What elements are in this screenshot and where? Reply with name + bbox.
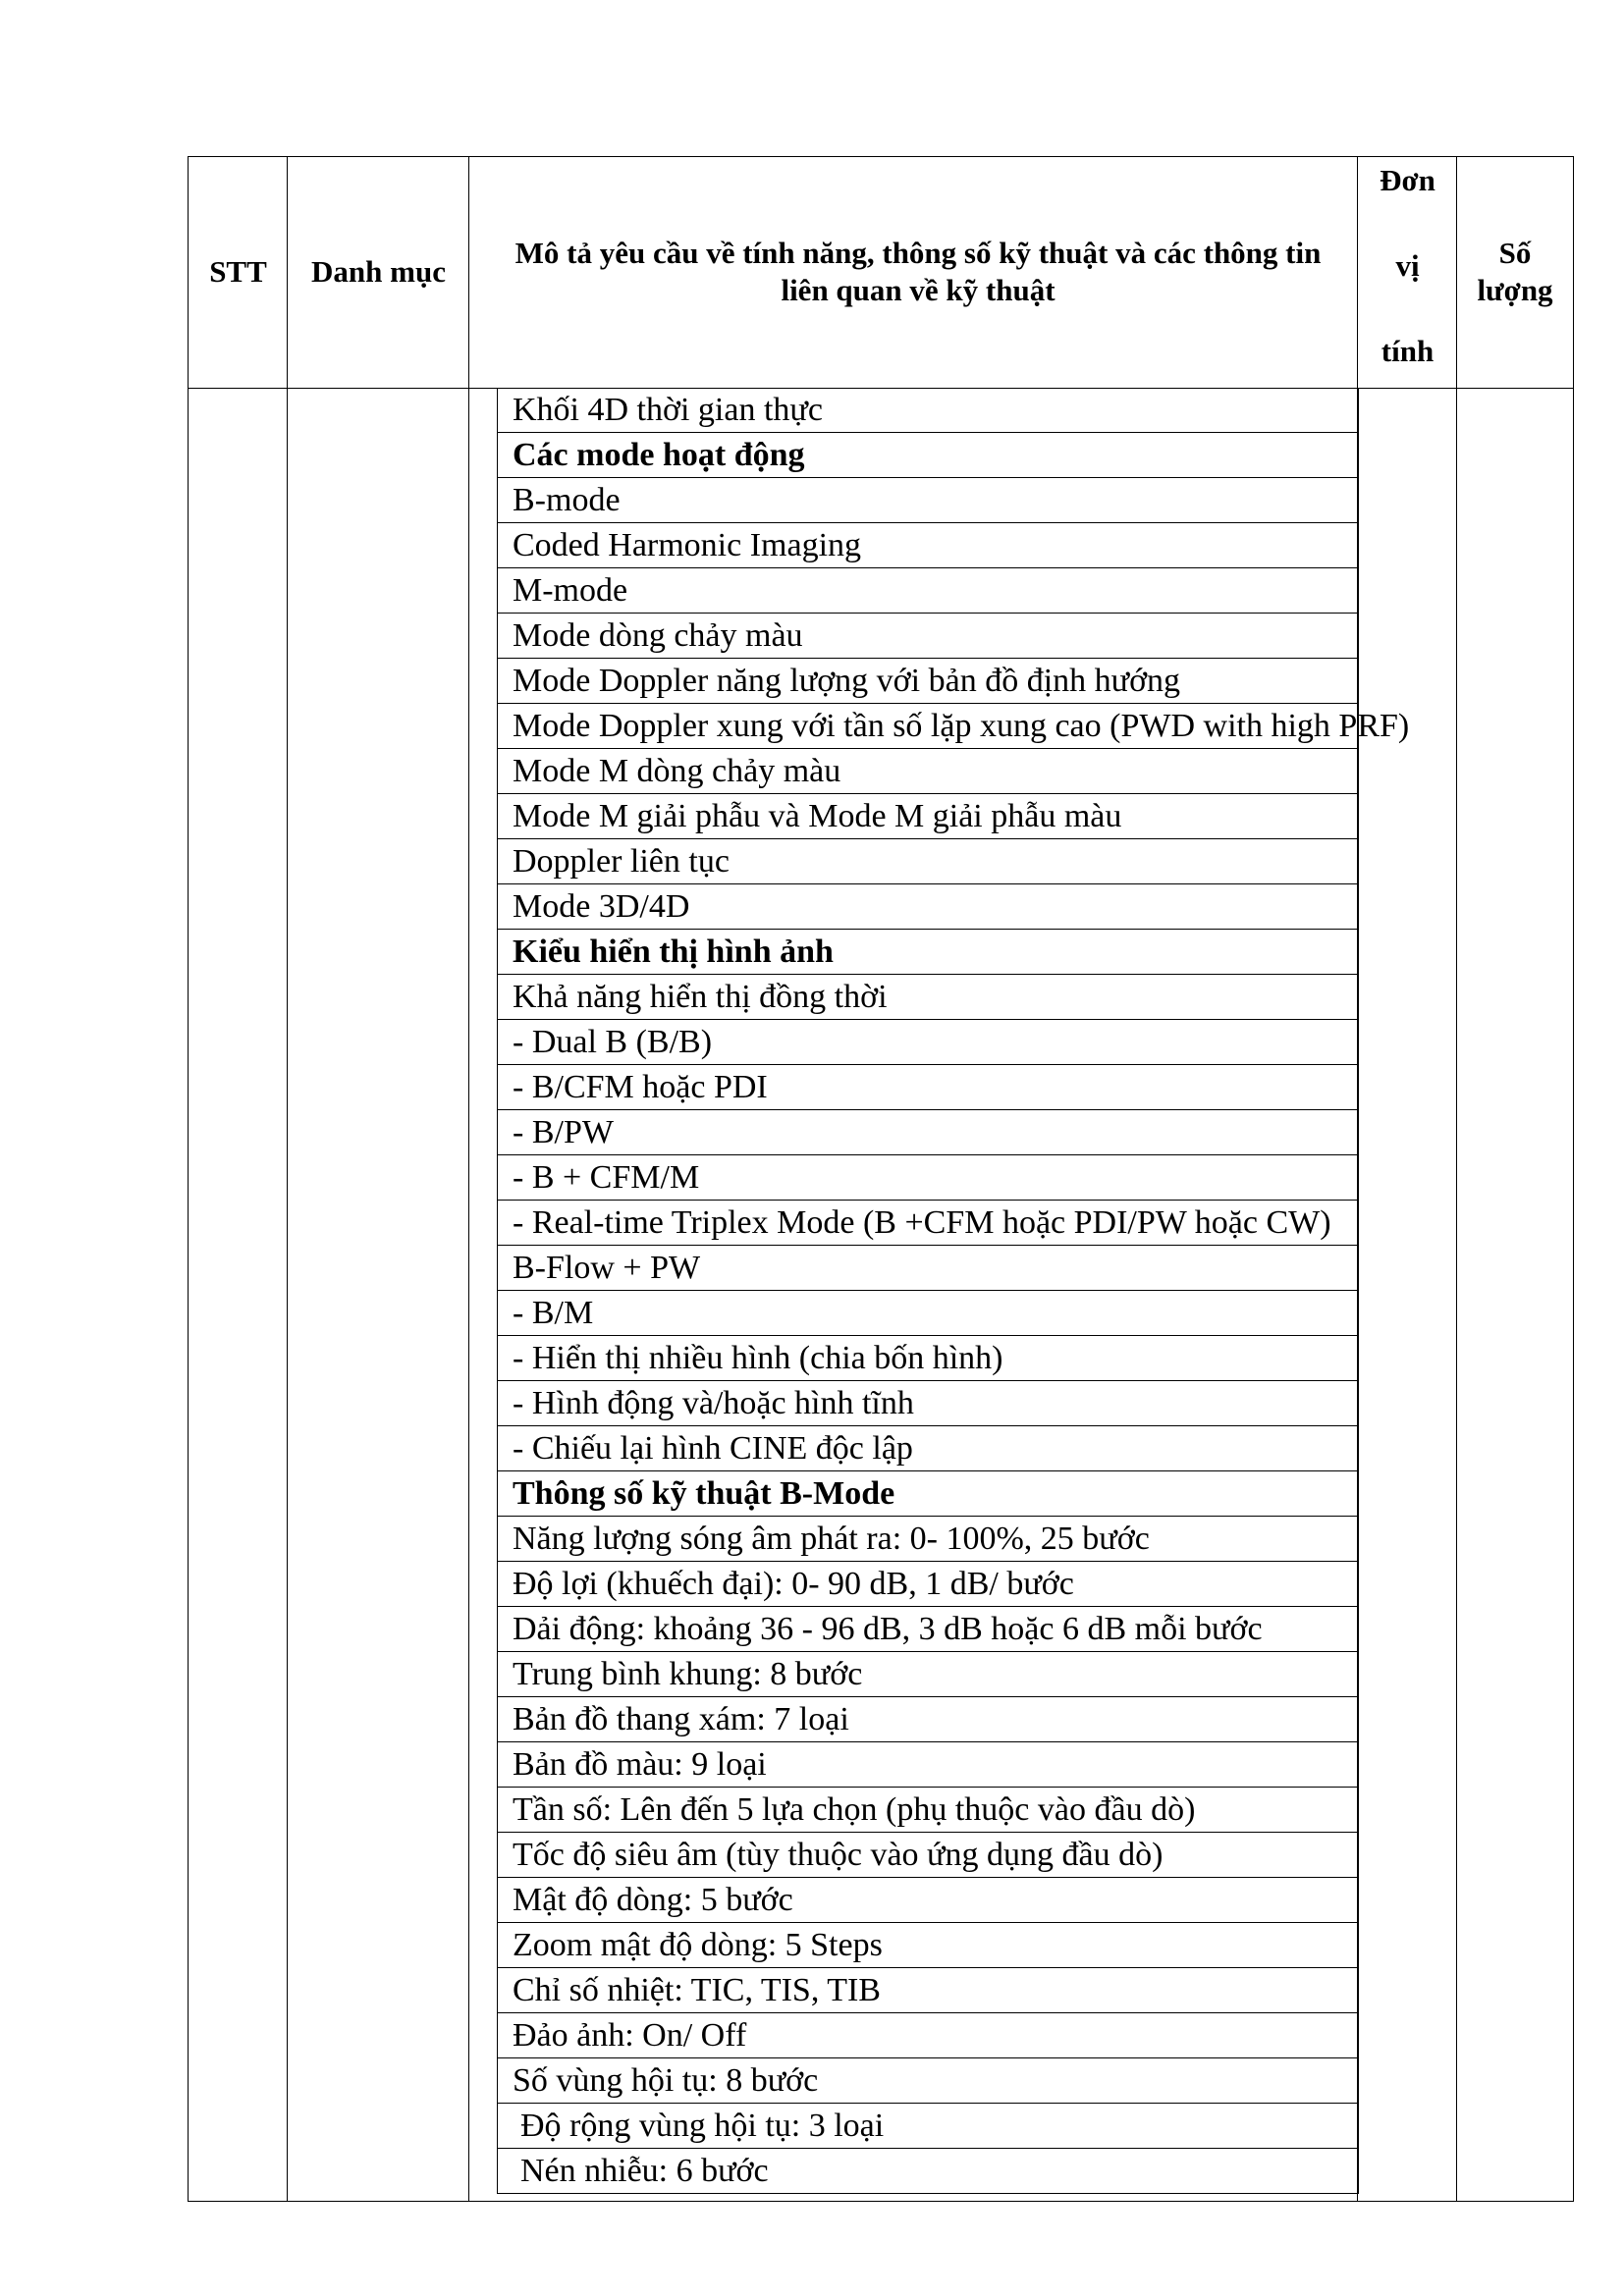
list-item: Doppler liên tục — [498, 839, 1358, 884]
list-item: Mật độ dòng: 5 bước — [498, 1878, 1358, 1923]
header-stt: STT — [209, 254, 267, 289]
list-item: Bản đồ thang xám: 7 loại — [498, 1697, 1358, 1742]
list-item: Nén nhiễu: 6 bước — [498, 2149, 1358, 2194]
col-divider-stt — [287, 156, 288, 2202]
list-item: B-mode — [498, 478, 1358, 523]
list-item: Mode M giải phẫu và Mode M giải phẫu màu — [498, 794, 1358, 839]
list-item: Chỉ số nhiệt: TIC, TIS, TIB — [498, 1968, 1358, 2013]
list-item: Mode dòng chảy màu — [498, 614, 1358, 659]
list-item: Độ lợi (khuếch đại): 0- 90 dB, 1 dB/ bước — [498, 1562, 1358, 1607]
list-item: - Dual B (B/B) — [498, 1020, 1358, 1065]
header-unit-line-3: tính — [1380, 334, 1435, 368]
list-item: Mode 3D/4D — [498, 884, 1358, 930]
list-item: Mode M dòng chảy màu — [498, 749, 1358, 794]
header-description: Mô tả yêu cầu về tính năng, thông số kỹ thuật và các thông tin liên quan về kỹ thuật — [514, 236, 1322, 307]
section-heading: Thông số kỹ thuật B-Mode — [498, 1471, 1358, 1517]
section-heading: Các mode hoạt động — [498, 433, 1358, 478]
section-heading: Kiểu hiển thị hình ảnh — [498, 930, 1358, 975]
list-item: Zoom mật độ dòng: 5 Steps — [498, 1923, 1358, 1968]
header-category: Danh mục — [311, 254, 446, 289]
list-item: Dải động: khoảng 36 - 96 dB, 3 dB hoặc 6 dB mỗi bước — [498, 1607, 1358, 1652]
list-item: - Real-time Triplex Mode (B +CFM hoặc PDI/PW hoặc CW) — [498, 1201, 1358, 1246]
list-item: Đảo ảnh: On/ Off — [498, 2013, 1358, 2058]
list-item: Khối 4D thời gian thực — [498, 388, 1358, 433]
list-item: Số vùng hội tụ: 8 bước — [498, 2058, 1358, 2104]
header-unit — [1359, 158, 1456, 386]
list-item: - Chiếu lại hình CINE độc lập — [498, 1426, 1358, 1471]
list-item: - Hình động và/hoặc hình tĩnh — [498, 1381, 1358, 1426]
list-item: - B/CFM hoặc PDI — [498, 1065, 1358, 1110]
list-item: Độ rộng vùng hội tụ: 3 loại — [498, 2104, 1358, 2149]
header-unit-line-1: Đơn — [1380, 163, 1435, 197]
list-item: M-mode — [498, 568, 1358, 614]
list-item: - B/PW — [498, 1110, 1358, 1155]
list-item: Mode Doppler xung với tần số lặp xung cao (PWD with high PRF) — [498, 704, 1358, 749]
description-list — [497, 388, 1410, 2194]
header-quantity: Số lượng — [1477, 236, 1553, 307]
list-item: Mode Doppler năng lượng với bản đồ định hướng — [498, 659, 1358, 704]
list-item: Năng lượng sóng âm phát ra: 0- 100%, 25 bước — [498, 1517, 1358, 1562]
list-item: Tốc độ siêu âm (tùy thuộc vào ứng dụng đầu dò) — [498, 1833, 1358, 1878]
list-item: - B/M — [498, 1291, 1358, 1336]
col-divider-unit — [1456, 156, 1457, 2202]
header-unit-line-2: vị — [1395, 248, 1420, 283]
list-item: Bản đồ màu: 9 loại — [498, 1742, 1358, 1788]
list-item: - B + CFM/M — [498, 1155, 1358, 1201]
list-item: B-Flow + PW — [498, 1246, 1358, 1291]
col-divider-category — [468, 156, 469, 2202]
list-item: Coded Harmonic Imaging — [498, 523, 1358, 568]
list-item: Khả năng hiển thị đồng thời — [498, 975, 1358, 1020]
list-item: - Hiển thị nhiều hình (chia bốn hình) — [498, 1336, 1358, 1381]
list-item: Trung bình khung: 8 bước — [498, 1652, 1358, 1697]
list-item: Tần số: Lên đến 5 lựa chọn (phụ thuộc vào đầu dò) — [498, 1788, 1358, 1833]
